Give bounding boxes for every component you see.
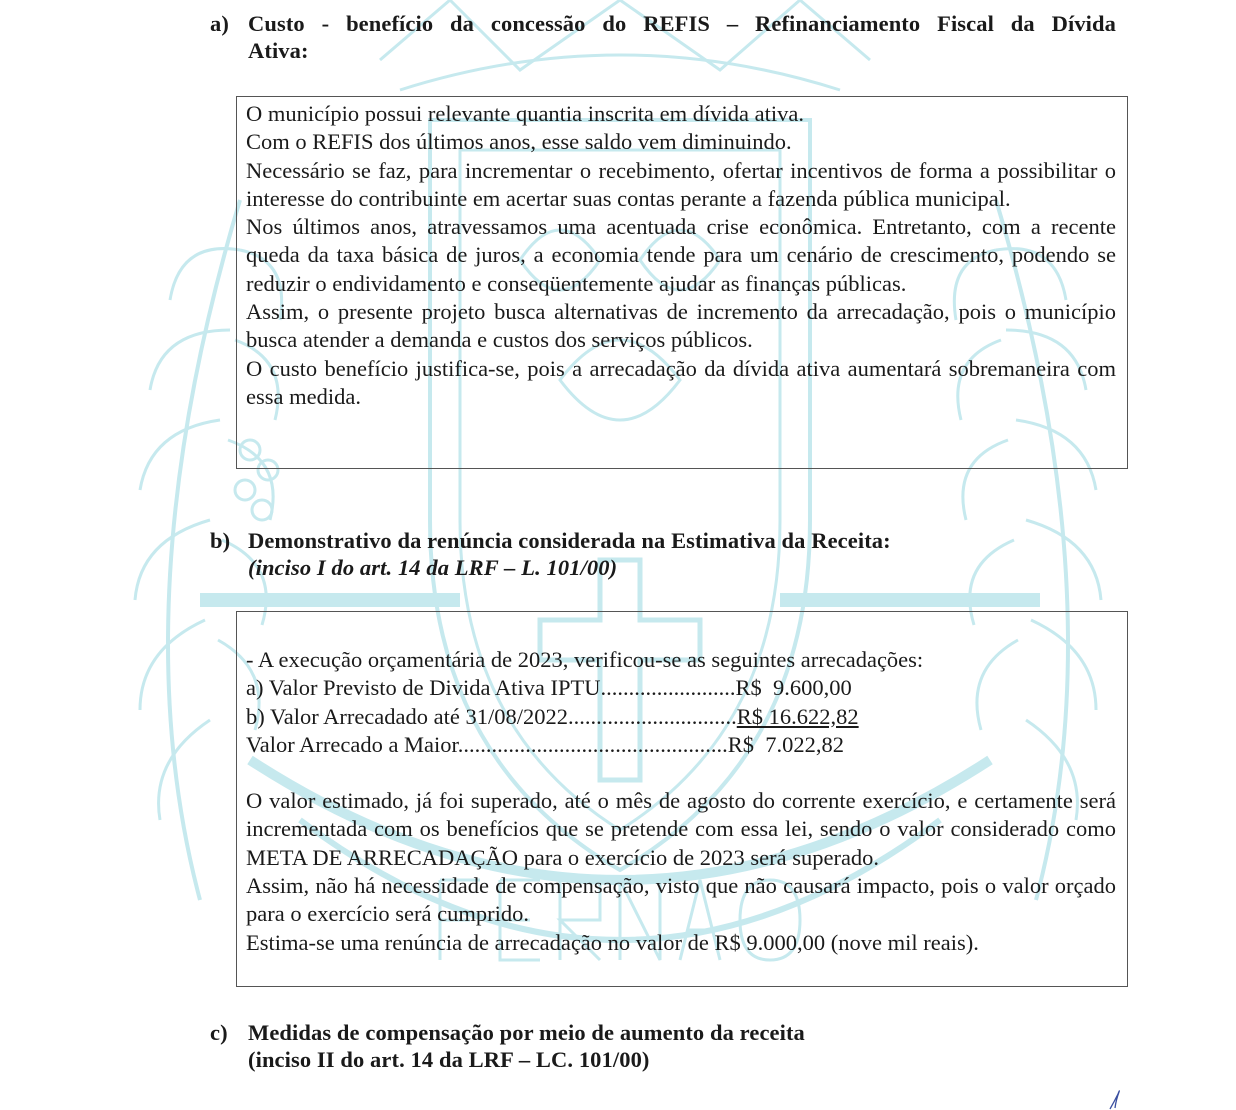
section-b-paragraph: Assim, não há necessidade de compensação, visto que não causará impacto, pois o valor orçado para o exercício será cumprido. bbox=[246, 873, 1116, 927]
section-a-title-line1: Custo - benefício da concessão do REFIS – Refinanciamento Fiscal da Dívida bbox=[248, 11, 1116, 36]
row-label: b) Valor Arrecadado até 31/08/2022 bbox=[246, 703, 568, 729]
section-a-label: a) bbox=[210, 11, 229, 36]
section-a-title-line2: Ativa: bbox=[248, 38, 309, 63]
section-a-box bbox=[236, 96, 1128, 469]
section-c-label: c) bbox=[210, 1020, 228, 1045]
section-b-title-line2: (inciso I do art. 14 da LRF – L. 101/00) bbox=[248, 555, 618, 580]
section-c-title-line1: Medidas de compensação por meio de aumento da receita bbox=[248, 1020, 805, 1045]
section-a-paragraph: Com o REFIS dos últimos anos, esse saldo vem diminuindo. bbox=[246, 129, 792, 155]
section-a-paragraph: Assim, o presente projeto busca alternativas de incremento da arrecadação, pois o município busca atender a demanda e custos dos serviços públicos. bbox=[246, 299, 1116, 353]
section-a-paragraph: Necessário se faz, para incrementar o recebimento, ofertar incentivos de forma a possibilitar o interesse do contribuinte em acertar suas contas perante a fazenda pública municipal. bbox=[246, 157, 1116, 211]
section-a-paragraph: Nos últimos anos, atravessamos uma acentuada crise econômica. Entretanto, com a recente queda da taxa básica de juros, a economia tende para um cenário de crescimento, podendo se reduzir o endividamento e conseqüentemente ajudar as finanças públicas. bbox=[246, 214, 1116, 296]
signature-mark bbox=[1106, 1088, 1126, 1110]
row-leader-dots: ................................................ bbox=[457, 731, 728, 757]
section-b-title-line1: Demonstrativo da renúncia considerada na Estimativa da Receita: bbox=[248, 528, 891, 553]
section-b-paragraph: Estima-se uma renúncia de arrecadação no valor de R$ 9.000,00 (nove mil reais). bbox=[246, 929, 979, 955]
row-leader-dots: ........................ bbox=[600, 675, 736, 701]
section-b-box bbox=[236, 611, 1128, 987]
section-c-title-line2: (inciso II do art. 14 da LRF – LC. 101/00) bbox=[248, 1047, 650, 1072]
revenue-row-arrecadado bbox=[246, 703, 1116, 731]
execution-intro: - A execução orçamentária de 2023, verificou-se as seguintes arrecadações: bbox=[246, 647, 924, 672]
row-value: R$ 9.600,00 bbox=[735, 675, 852, 701]
row-value: R$ 7.022,82 bbox=[727, 731, 845, 757]
revenue-row-previsto bbox=[246, 674, 1116, 702]
section-b-paragraph: O valor estimado, já foi superado, até o mês de agosto do corrente exercício, e certamente será incrementada com os benefícios que se pretende com essa lei, sendo o valor considerado como META DE ARRECADAÇÃO para o exercício de 2023 será superado. bbox=[246, 788, 1116, 870]
row-label: a) Valor Previsto de Divida Ativa IPTU bbox=[246, 675, 601, 701]
revenue-row-maior bbox=[246, 731, 1116, 759]
section-a-paragraph: O custo benefício justifica-se, pois a arrecadação da dívida ativa aumentará sobremaneira com essa medida. bbox=[246, 355, 1116, 409]
section-a-paragraph: O município possui relevante quantia inscrita em dívida ativa. bbox=[246, 101, 804, 126]
section-b-label: b) bbox=[210, 528, 231, 553]
spacer bbox=[246, 759, 1116, 787]
row-value: R$ 16.622,82 bbox=[736, 703, 859, 729]
row-leader-dots: .............................. bbox=[568, 703, 737, 729]
row-label: Valor Arrecado a Maior bbox=[246, 731, 458, 757]
